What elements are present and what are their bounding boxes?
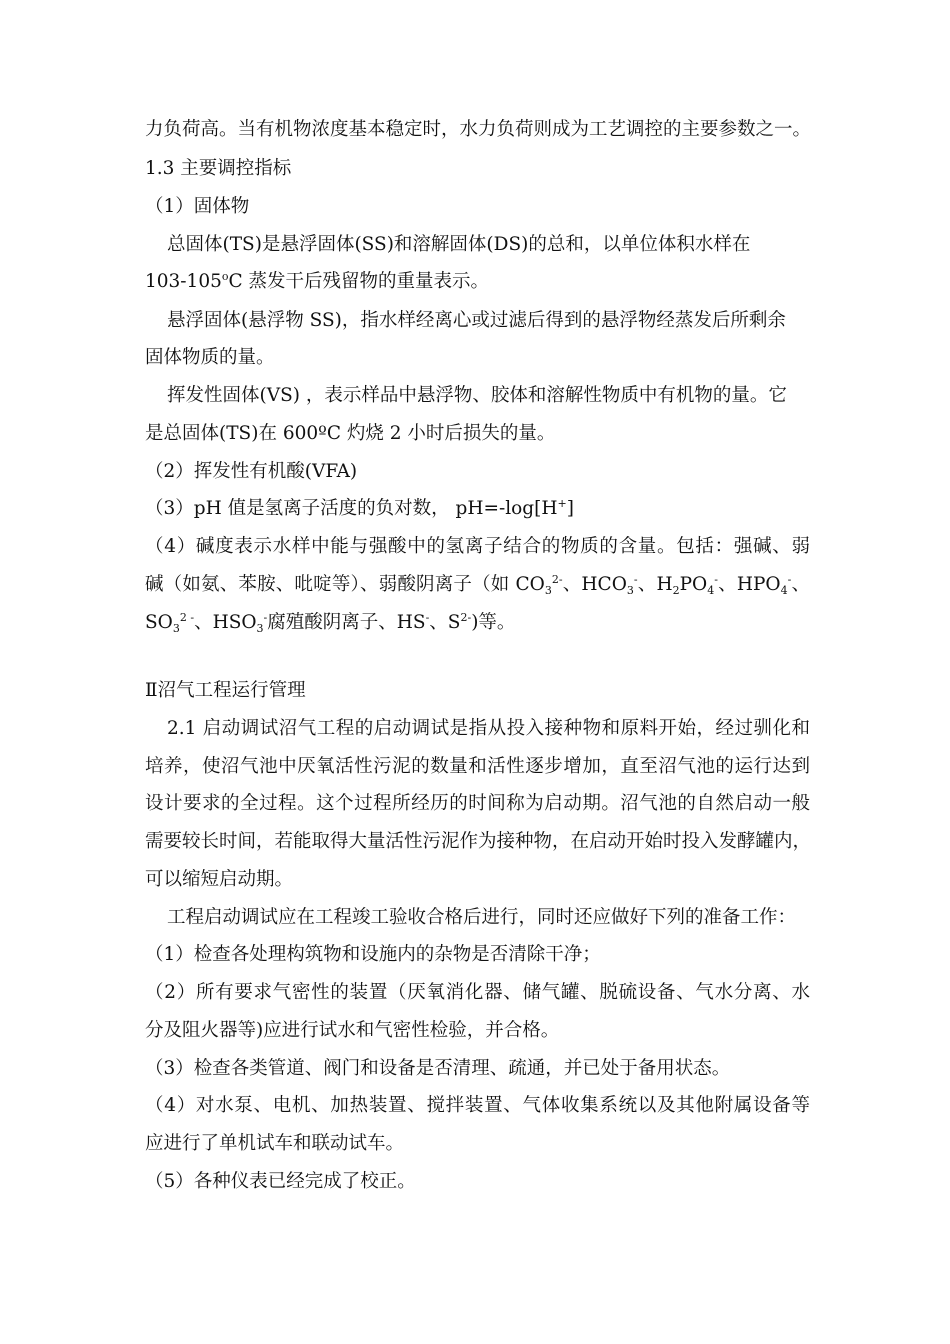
list-item: （4）碱度表示水样中能与强酸中的氢离子结合的物质的含量。包括：强碱、弱 [145, 536, 810, 557]
subscript: 3 [172, 622, 180, 635]
text-run: 、H [637, 574, 673, 595]
text-run: SO [145, 612, 173, 633]
text-run: 103-105 [145, 271, 222, 292]
superscript: o [221, 270, 229, 283]
text-line [145, 269, 810, 295]
list-item: （2）所有要求气密性的装置（厌氧消化器、储气罐、脱硫设备、气水分离、水 [145, 982, 810, 1003]
superscript: - [633, 573, 638, 586]
subscript: 3 [256, 622, 264, 635]
text-line: 设计要求的全过程。这个过程所经历的时间称为启动期。沼气池的自然启动一般 [145, 793, 810, 814]
text-run: PO [679, 574, 708, 595]
text-run: 、HCO [562, 574, 627, 595]
text-run: ] [566, 498, 574, 519]
list-item [145, 496, 810, 522]
section-heading: 1.3 主要调控指标 [145, 158, 292, 179]
text-run: 碱（如氨、苯胺、吡啶等）、弱酸阴离子（如 CO [145, 574, 545, 595]
chapter-heading: Ⅱ沼气工程运行管理 [145, 680, 306, 701]
list-item: （5）各种仪表已经完成了校正。 [145, 1171, 416, 1192]
list-item: （1）检查各处理构筑物和设施内的杂物是否清除干净； [145, 944, 601, 965]
superscript: - [425, 611, 430, 624]
text-run: 腐殖酸阴离子、HS [267, 612, 426, 633]
text-line: 固体物质的量。 [145, 347, 275, 368]
text-line: 分及阻火器等)应进行试水和气密性检验，并合格。 [145, 1020, 560, 1041]
list-item: （4）对水泵、电机、加热装置、搅拌装置、气体收集系统以及其他附属设备等 [145, 1095, 810, 1116]
subscript: 3 [544, 584, 552, 597]
text-run: 、 [791, 574, 810, 595]
text-line: 可以缩短启动期。 [145, 869, 294, 890]
text-line: 应进行了单机试车和联动试车。 [145, 1133, 405, 1154]
text-line [145, 572, 810, 598]
text-run: （3）pH 值是氢离子活度的负对数， pH=-log[H [145, 498, 558, 519]
superscript: - [263, 611, 268, 624]
text-line: 挥发性固体(VS) ，表示样品中悬浮物、胶体和溶解性物质中有机物的量。它 [167, 385, 787, 406]
subscript: 4 [707, 584, 715, 597]
subscript: 3 [626, 584, 634, 597]
text-line: 总固体(TS)是悬浮固体(SS)和溶解固体(DS)的总和，以单位体积水样在 [167, 234, 751, 255]
text-line: 2.1 启动调试沼气工程的启动调试是指从投入接种物和原料开始，经过驯化和 [167, 718, 810, 739]
superscript: + [557, 497, 567, 510]
text-line: 培养，使沼气池中厌氧活性污泥的数量和活性逐步增加，直至沼气池的运行达到 [145, 756, 810, 777]
text-run: C 蒸发干后残留物的重量表示。 [228, 271, 490, 292]
text-line: 工程启动调试应在工程竣工验收合格后进行，同时还应做好下列的准备工作： [167, 907, 797, 928]
superscript: 2- [551, 573, 563, 586]
text-run: 、HPO [717, 574, 781, 595]
text-line [145, 610, 810, 636]
text-line: 力负荷高。当有机物浓度基本稳定时，水力负荷则成为工艺调控的主要参数之一。 [145, 119, 812, 140]
subscript: 2 [672, 584, 680, 597]
text-line: 悬浮固体(悬浮物 SS)，指水样经离心或过滤后得到的悬浮物经蒸发后所剩余 [167, 310, 786, 331]
subscript: 4 [780, 584, 788, 597]
list-item: （3）检查各类管道、阀门和设备是否清理、疏通，并已处于备用状态。 [145, 1058, 731, 1079]
text-line: 需要较长时间，若能取得大量活性污泥作为接种物，在启动开始时投入发酵罐内， [145, 831, 812, 852]
list-item: （2）挥发性有机酸(VFA) [145, 461, 358, 482]
text-run: 、S [429, 612, 461, 633]
superscript: 2- [460, 611, 472, 624]
superscript: - [714, 573, 718, 586]
list-item: （1）固体物 [145, 196, 250, 217]
text-run: )等。 [471, 612, 516, 633]
text-line: 是总固体(TS)在 600ºC 灼烧 2 小时后损失的量。 [145, 423, 556, 444]
superscript: 2 - [179, 611, 195, 624]
superscript: - [787, 573, 792, 586]
text-run: 、HSO [194, 612, 257, 633]
